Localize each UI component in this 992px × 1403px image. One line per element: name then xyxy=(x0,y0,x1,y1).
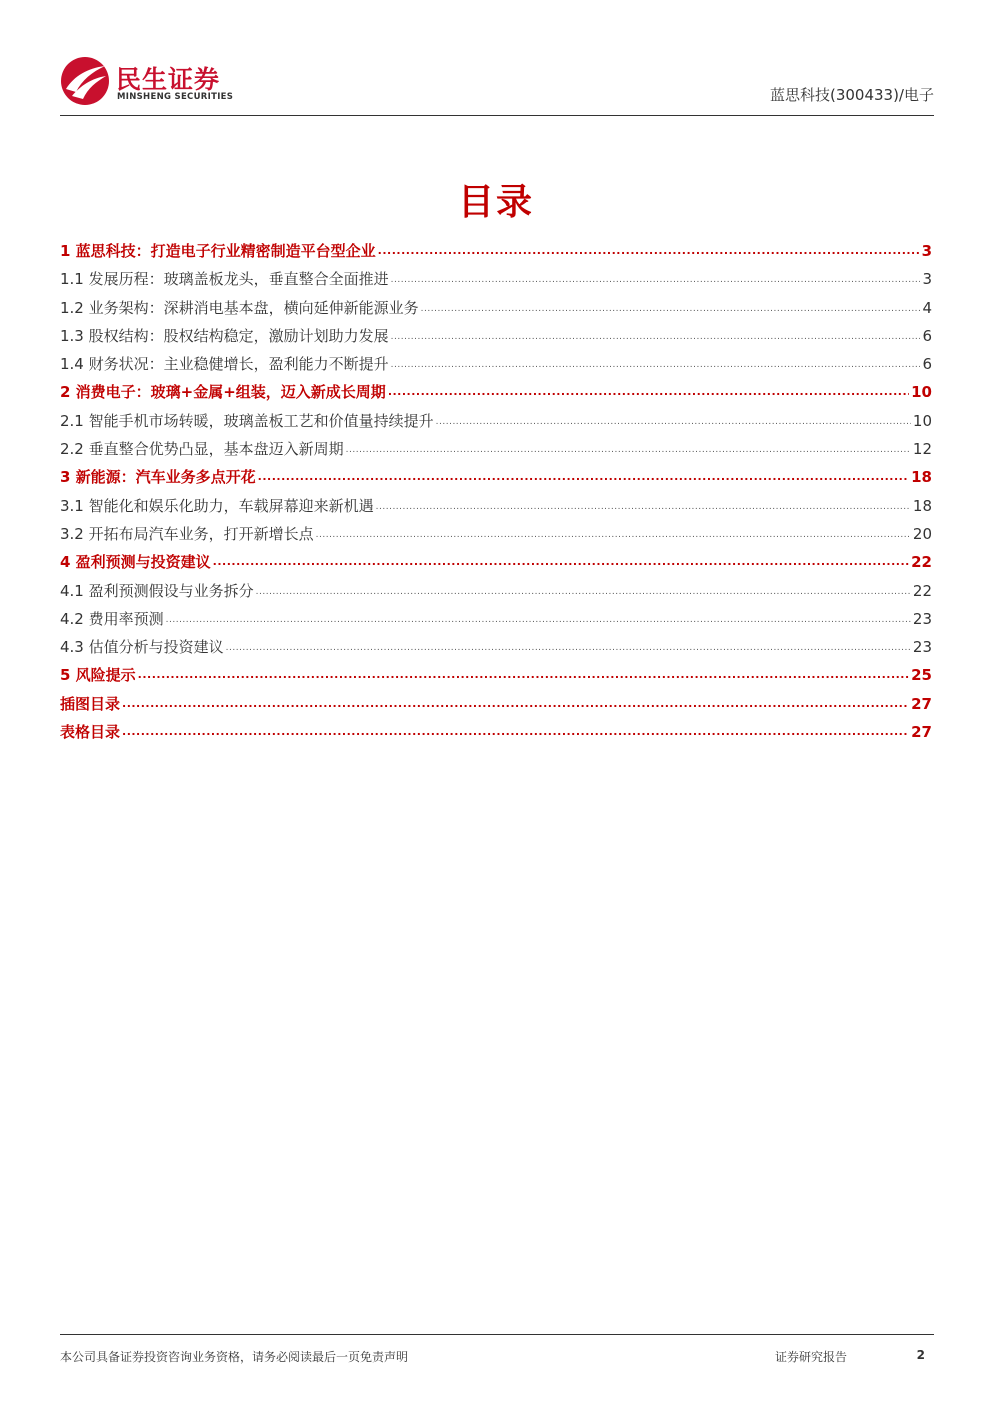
toc-entry-title: 4.1 盈利预测假设与业务拆分 xyxy=(60,581,254,600)
toc-entry-page: 3 xyxy=(921,242,932,260)
toc-dot-leader xyxy=(421,295,921,323)
toc-dot-leader xyxy=(122,718,909,746)
toc-dot-leader xyxy=(436,408,911,436)
toc-dot-leader xyxy=(391,323,921,351)
toc-dot-leader xyxy=(166,606,911,634)
toc-entry-title: 4 盈利预测与投资建议 xyxy=(60,553,211,572)
toc-entry-section[interactable] xyxy=(60,690,932,718)
toc-dot-leader xyxy=(391,266,921,294)
logo-chinese-name: 民生证券 xyxy=(116,65,221,94)
toc-dot-leader xyxy=(391,351,921,379)
toc-entry-subsection[interactable] xyxy=(60,633,932,661)
toc-entry-subsection[interactable] xyxy=(60,350,932,378)
toc-dot-leader xyxy=(122,690,909,718)
toc-entry-title: 4.2 费用率预测 xyxy=(60,609,164,628)
toc-entry-title: 4.3 估值分析与投资建议 xyxy=(60,638,224,657)
toc-entry-page: 18 xyxy=(911,468,932,487)
toc-entry-section[interactable] xyxy=(60,661,932,689)
toc-entry-title: 2.2 垂直整合优势凸显，基本盘迈入新周期 xyxy=(60,440,344,459)
toc-entry-page: 3 xyxy=(922,270,932,289)
footer-divider xyxy=(60,1334,934,1335)
header-divider xyxy=(60,115,934,116)
toc-entry-title: 表格目录 xyxy=(60,723,121,742)
toc-entry-title: 1.4 财务状况：主业稳健增长，盈利能力不断提升 xyxy=(60,355,389,374)
toc-entry-section[interactable] xyxy=(60,718,932,746)
toc-entry-page: 27 xyxy=(911,723,932,742)
toc-entry-title: 3.2 开拓布局汽车业务，打开新增长点 xyxy=(60,524,314,543)
toc-dot-leader xyxy=(346,436,911,464)
page-header xyxy=(60,52,934,116)
toc-entry-page: 6 xyxy=(922,326,932,345)
toc-dot-leader xyxy=(316,521,911,549)
table-of-contents xyxy=(60,237,932,746)
toc-entry-section[interactable] xyxy=(60,548,932,576)
toc-entry-page: 27 xyxy=(911,694,932,713)
toc-entry-page: 22 xyxy=(912,581,932,600)
toc-entry-subsection[interactable] xyxy=(60,265,932,293)
toc-dot-leader xyxy=(138,661,909,689)
toc-entry-page: 6 xyxy=(922,355,932,374)
toc-dot-leader xyxy=(213,548,909,576)
toc-entry-subsection[interactable] xyxy=(60,605,932,633)
toc-entry-page: 22 xyxy=(911,553,932,572)
toc-entry-subsection[interactable] xyxy=(60,492,932,520)
footer-disclaimer: 本公司具备证券投资咨询业务资格，请务必阅读最后一页免责声明 xyxy=(60,1350,409,1364)
page-number: 2 xyxy=(916,1348,925,1362)
company-sector-label: 蓝思科技(300433)/电子 xyxy=(769,86,934,104)
toc-entry-title: 3.1 智能化和娱乐化助力，车载屏幕迎来新机遇 xyxy=(60,496,374,515)
toc-entry-title: 2.1 智能手机市场转暖，玻璃盖板工艺和价值量持续提升 xyxy=(60,411,434,430)
toc-entry-page: 10 xyxy=(912,411,932,430)
toc-entry-page: 20 xyxy=(912,524,932,543)
toc-dot-leader xyxy=(378,237,920,265)
toc-entry-title: 1 蓝思科技：打造电子行业精密制造平台型企业 xyxy=(60,242,376,260)
toc-entry-page: 12 xyxy=(912,440,932,459)
logo-english-name: MINSHENG SECURITIES xyxy=(117,92,234,102)
toc-entry-title: 2 消费电子：玻璃+金属+组装，迈入新成长周期 xyxy=(60,383,386,402)
toc-dot-leader xyxy=(388,378,909,406)
minsheng-logo-icon xyxy=(60,56,110,106)
footer-report-type: 证券研究报告 xyxy=(775,1350,848,1364)
toc-entry-page: 23 xyxy=(912,638,932,657)
toc-dot-leader xyxy=(226,634,911,662)
toc-entry-subsection[interactable] xyxy=(60,294,932,322)
toc-entry-section[interactable] xyxy=(60,378,932,406)
toc-entry-page: 23 xyxy=(912,609,932,628)
toc-dot-leader xyxy=(258,463,909,491)
toc-entry-title: 插图目录 xyxy=(60,694,121,713)
toc-entry-title: 1.2 业务架构：深耕消电基本盘，横向延伸新能源业务 xyxy=(60,298,419,317)
toc-entry-title: 1.1 发展历程：玻璃盖板龙头，垂直整合全面推进 xyxy=(60,270,389,289)
toc-entry-subsection[interactable] xyxy=(60,577,932,605)
toc-entry-title: 3 新能源：汽车业务多点开花 xyxy=(60,468,256,487)
toc-entry-title: 1.3 股权结构：股权结构稳定，激励计划助力发展 xyxy=(60,326,389,345)
toc-entry-subsection[interactable] xyxy=(60,322,932,350)
toc-entry-section[interactable] xyxy=(60,237,932,265)
minsheng-logo xyxy=(60,56,300,112)
toc-dot-leader xyxy=(376,493,911,521)
toc-entry-page: 4 xyxy=(922,298,932,317)
toc-entry-subsection[interactable] xyxy=(60,435,932,463)
toc-dot-leader xyxy=(256,578,911,606)
toc-entry-subsection[interactable] xyxy=(60,407,932,435)
toc-entry-subsection[interactable] xyxy=(60,520,932,548)
toc-entry-title: 5 风险提示 xyxy=(60,666,136,685)
page-title: 目录 xyxy=(457,182,534,223)
toc-entry-page: 10 xyxy=(911,383,932,402)
toc-entry-section[interactable] xyxy=(60,463,932,491)
toc-entry-page: 18 xyxy=(912,496,932,515)
toc-entry-page: 25 xyxy=(911,666,932,685)
